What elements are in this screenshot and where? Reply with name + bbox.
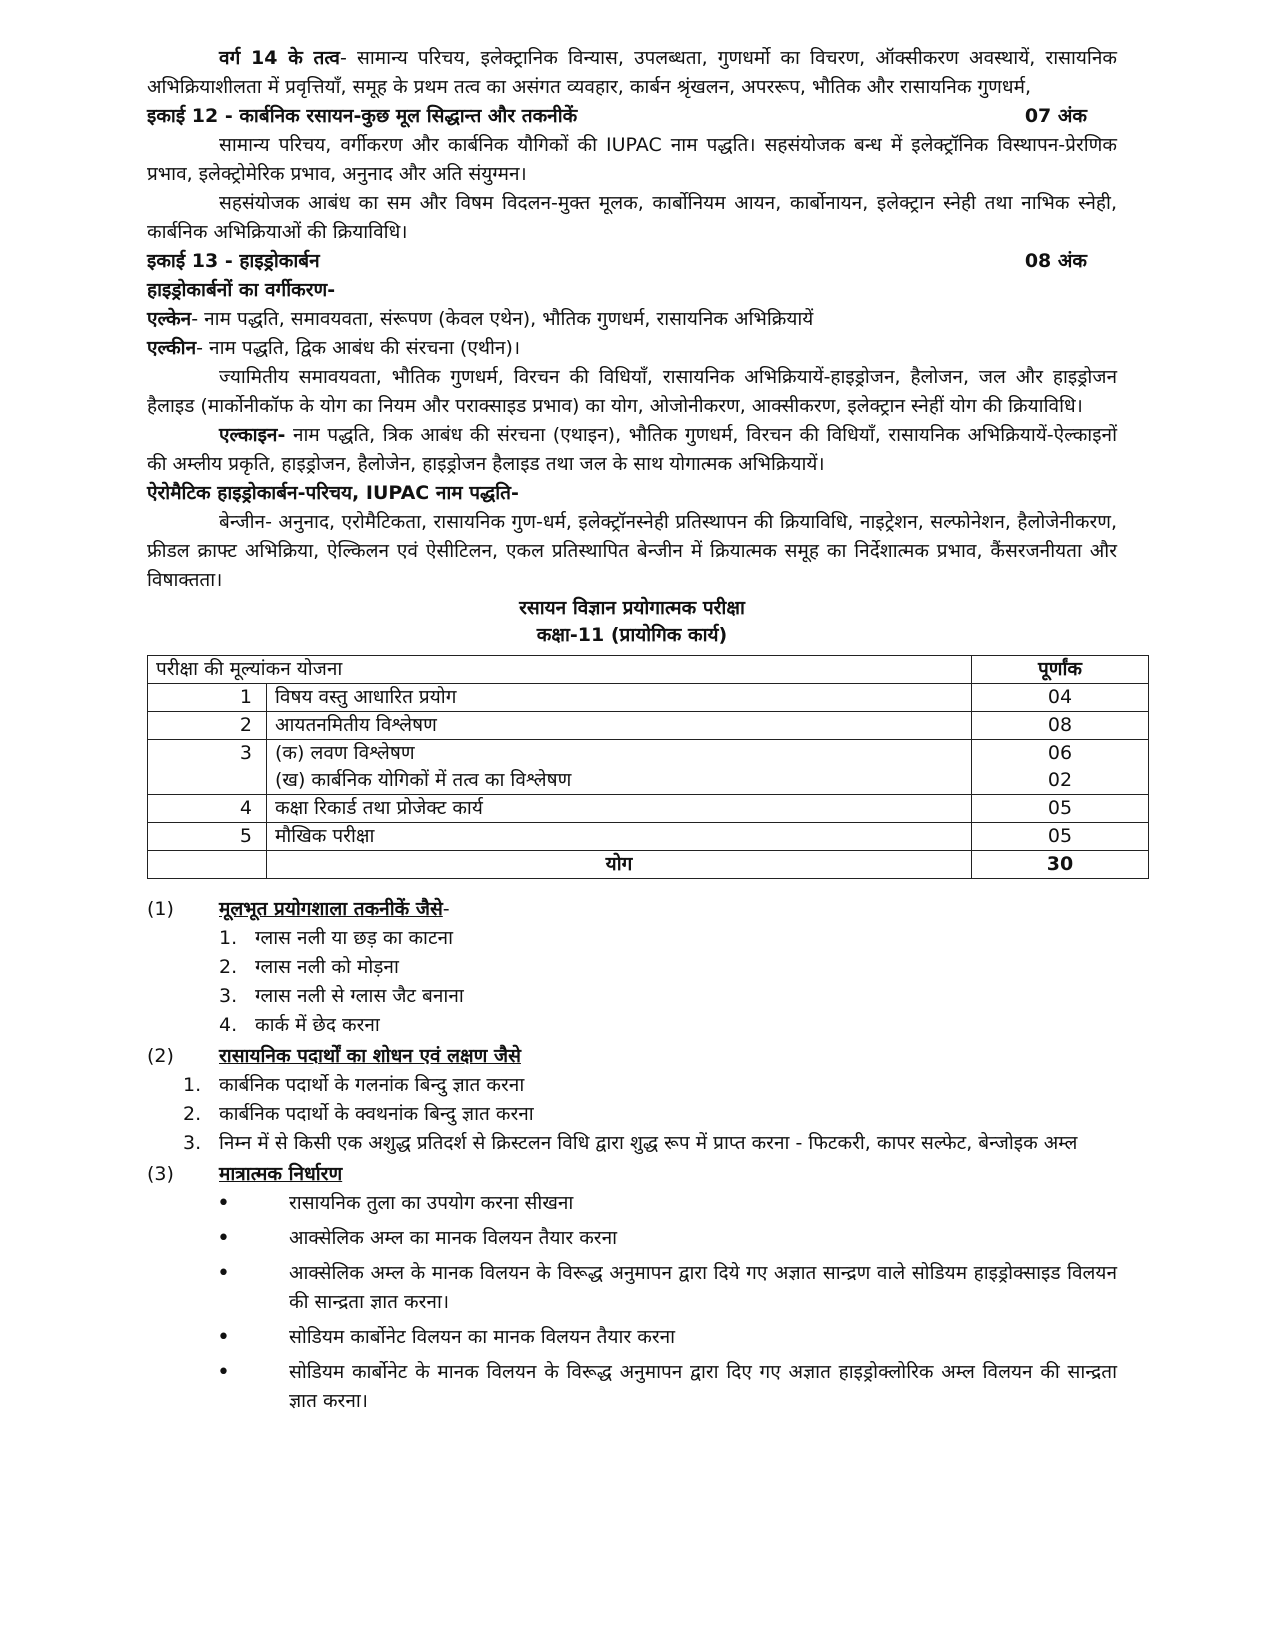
list-item-text: निम्न में से किसी एक अशुद्ध प्रतिदर्श से क्रिस्टलन विधि द्वारा शुद्ध रूप में प्राप्त करना - फिटकरी, कापर सल्फेट, बेन्जोइक अम्ल — [219, 1132, 1078, 1154]
alkene-label: एल्कीन — [147, 337, 197, 359]
row-text: मौखिक परीक्षा — [267, 823, 972, 851]
alkyne-paragraph — [147, 421, 1117, 479]
row-number-text: 3 — [239, 742, 252, 764]
group14-paragraph — [147, 44, 1117, 102]
unit-12-heading — [147, 102, 1117, 131]
section-2-list — [147, 1071, 1117, 1158]
list-item-text: कार्बनिक पदार्थो के गलनांक बिन्दु ज्ञात करना — [219, 1074, 525, 1096]
empty-cell — [148, 851, 267, 879]
total-marks: 30 — [972, 851, 1149, 879]
bullet-icon: • — [217, 1191, 230, 1216]
section-2-heading — [147, 1042, 1117, 1071]
list-item — [147, 1189, 1117, 1218]
group14-heading: वर्ग 14 के तत्व — [219, 47, 340, 69]
alkane-label: एल्केन — [147, 308, 192, 330]
unit-12-title: इकाई 12 - कार्बनिक रसायन-कुछ मूल सिद्धान्त और तकनीकें — [147, 105, 578, 127]
table-row — [148, 740, 1149, 795]
list-item-text: ग्लास नली से ग्लास जैट बनाना — [255, 985, 464, 1007]
unit-13-title: इकाई 13 - हाइड्रोकार्बन — [147, 250, 320, 272]
list-item — [147, 1259, 1117, 1317]
row-marks: 05 — [972, 823, 1149, 851]
list-item: 3. ग्लास नली से ग्लास जैट बनाना — [147, 982, 1117, 1011]
list-item: 3. निम्न में से किसी एक अशुद्ध प्रतिदर्श से क्रिस्टलन विधि द्वारा शुद्ध रूप में प्राप्त करना - फिटकरी, कापर सल्फेट, बेन्जोइक अम्ल — [147, 1129, 1117, 1158]
list-item-text: आक्सेलिक अम्ल के मानक विलयन के विरूद्ध अनुमापन द्वारा दिये गए अज्ञात सान्द्रण वाले सोडियम हाइड्रोक्साइड विलयन की सान्द्रता ज्ञात करना। — [289, 1262, 1117, 1313]
row-number: 5 — [148, 823, 267, 851]
section-3-list — [147, 1189, 1117, 1416]
table-header-scheme: परीक्षा की मूल्यांकन योजना — [148, 656, 972, 684]
row-number: 2 — [148, 712, 267, 740]
unit-13-marks: 08 अंक — [1024, 250, 1087, 272]
bullet-icon: • — [217, 1360, 230, 1385]
hydrocarbon-classification-heading — [147, 276, 1117, 305]
table-row — [148, 795, 1149, 823]
alkene-line — [147, 334, 1117, 363]
row-text: (ख) कार्बनिक योगिकों में तत्व का विश्लेषण — [275, 769, 572, 791]
table-header-row — [148, 656, 1149, 684]
section-number: (1) — [147, 898, 174, 920]
table-row — [148, 684, 1149, 712]
alkyne-label: एल्काइन- — [219, 424, 286, 446]
total-label: योग — [267, 851, 972, 879]
list-item-text: आक्सेलिक अम्ल का मानक विलयन तैयार करना — [289, 1227, 618, 1249]
bullet-icon: • — [217, 1325, 230, 1350]
section-title: मात्रात्मक निर्धारण — [219, 1163, 343, 1185]
list-item — [147, 1323, 1117, 1352]
unit-13-heading — [147, 247, 1117, 276]
row-number: 4 — [148, 795, 267, 823]
alkane-line — [147, 305, 1117, 334]
row-marks: 06 — [1047, 742, 1073, 764]
row-text: कक्षा रिकार्ड तथा प्रोजेक्ट कार्य — [267, 795, 972, 823]
table-row — [148, 712, 1149, 740]
list-item-text: ग्लास नली को मोड़ना — [255, 956, 399, 978]
aromatic-heading — [147, 479, 1117, 508]
lab-exam-subtitle: कक्षा-11 (प्रायोगिक कार्य) — [536, 624, 728, 646]
list-item: 1. ग्लास नली या छड़ का काटना — [147, 924, 1117, 953]
alkyne-text: नाम पद्धति, त्रिक आबंध की संरचना (एथाइन), भौतिक गुणधर्म, विरचन की विधियाँ, रासायनिक अभिक्रियायें-ऐल्काइनों की अम्लीय प्रकृति, हाइड्रोजन, हैलोजेन, हाइड्रोजन हैलाइड तथा जल के साथ योगात्मक अभिक्रियायें। — [147, 424, 1117, 475]
evaluation-table — [147, 655, 1149, 879]
list-item-text: कार्बनिक पदार्थो के क्वथनांक बिन्दु ज्ञात करना — [219, 1103, 534, 1125]
row-number — [148, 740, 267, 795]
list-item — [147, 1358, 1117, 1416]
list-item: 2. कार्बनिक पदार्थो के क्वथनांक बिन्दु ज्ञात करना — [147, 1100, 1117, 1129]
document-page — [147, 44, 1117, 1422]
row-text: विषय वस्तु आधारित प्रयोग — [267, 684, 972, 712]
table-total-row — [148, 851, 1149, 879]
row-number: 1 — [148, 684, 267, 712]
list-item-text: सोडियम कार्बोनेट विलयन का मानक विलयन तैयार करना — [289, 1326, 676, 1348]
list-item — [147, 1224, 1117, 1253]
bullet-icon: • — [217, 1261, 230, 1286]
table-row — [148, 823, 1149, 851]
row-marks-cell — [972, 740, 1149, 795]
row-marks: 02 — [1047, 769, 1073, 791]
group14-text: - सामान्य परिचय, इलेक्ट्रानिक विन्यास, उपलब्धता, गुणधर्मो का विचरण, ऑक्सीकरण अवस्थायें, रासायनिक अभिक्रियाशीलता में प्रवृत्तियाँ, समूह के प्रथम तत्व का असंगत व्यवहार, कार्बन श्रृंखलन, अपररूप, भौतिक और रासायनिक गुणधर्म, — [147, 47, 1117, 98]
alkene-text: - नाम पद्धति, द्विक आबंध की संरचना (एथीन)। — [196, 337, 521, 359]
section-1-list — [147, 924, 1117, 1040]
list-item-text: रासायनिक तुला का उपयोग करना सीखना — [289, 1192, 574, 1214]
classification-title: हाइड्रोकार्बनों का वर्गीकरण- — [147, 279, 336, 301]
section-number: (2) — [147, 1045, 174, 1067]
unit-12-covalent: सहसंयोजक आबंध का सम और विषम विदलन-मुक्त मूलक, कार्बोनियम आयन, कार्बोनायन, इलेक्ट्रान स्नेही तथा नाभिक स्नेही, कार्बनिक अभिक्रियाओं की क्रियाविधि। — [147, 192, 1117, 243]
section-3-heading — [147, 1160, 1117, 1189]
row-text: (क) लवण विश्लेषण — [275, 742, 415, 764]
list-item-text: सोडियम कार्बोनेट के मानक विलयन के विरूद्ध अनुमापन द्वारा दिए गए अज्ञात हाइड्रोक्लोरिक अम्ल विलयन की सान्द्रता ज्ञात करना। — [289, 1361, 1117, 1412]
section-number: (3) — [147, 1163, 174, 1185]
section-title: मूलभूत प्रयोगशाला तकनीकें जैसे — [219, 898, 443, 920]
row-text: आयतनमितीय विश्लेषण — [267, 712, 972, 740]
unit-12-marks: 07 अंक — [1024, 105, 1087, 127]
list-item-text: कार्क में छेद करना — [255, 1014, 380, 1036]
list-item: 1. कार्बनिक पदार्थो के गलनांक बिन्दु ज्ञात करना — [147, 1071, 1117, 1100]
list-item: 4. कार्क में छेद करना — [147, 1011, 1117, 1040]
alkane-text: - नाम पद्धति, समावयवता, संरूपण (केवल एथेन), भौतिक गुणधर्म, रासायनिक अभिक्रियायें — [191, 308, 814, 330]
bullet-icon: • — [217, 1226, 230, 1251]
benzene-paragraph: बेन्जीन- अनुनाद, एरोमैटिकता, रासायनिक गुण-धर्म, इलेक्ट्रॉनस्नेही प्रतिस्थापन की क्रियाविधि, नाइट्रेशन, सल्फोनेशन, हैलोजेनीकरण, फ्रीडल क्राफ्ट अभिक्रिया, ऐल्किलन एवं ऐसीटिलन, एकल प्रतिस्थापित बेन्जीन में क्रियात्मक समूह का निर्देशात्मक प्रभाव, कैंसरजनीयता और विषाक्तता। — [147, 511, 1117, 591]
unit-12-intro: सामान्य परिचय, वर्गीकरण और कार्बनिक यौगिकों की IUPAC नाम पद्धति। सहसंयोजक बन्ध में इलेक्ट्रॉनिक विस्थापन-प्रेरणिक प्रभाव, इलेक्ट्रोमेरिक प्रभाव, अनुनाद और अति संयुग्मन। — [147, 134, 1117, 185]
section-title-suffix: - — [442, 898, 450, 920]
row-text-cell — [267, 740, 972, 795]
section-1-heading — [147, 895, 1117, 924]
row-marks: 04 — [972, 684, 1149, 712]
alkene-paragraph: ज्यामितीय समावयवता, भौतिक गुणधर्म, विरचन की विधियाँ, रासायनिक अभिक्रियायें-हाइड्रोजन, हैलोजन, जल और हाइड्रोजन हैलाइड (मार्कोनीकॉफ के योग का नियम और पराक्साइड प्रभाव) का योग, ओजोनीकरण, आक्सीकरण, इलेक्ट्रान स्नेहीं योग की क्रियाविधि। — [147, 366, 1117, 417]
list-item: 2. ग्लास नली को मोड़ना — [147, 953, 1117, 982]
aromatic-title: ऐरोमैटिक हाइड्रोकार्बन-परिचय, IUPAC नाम पद्धति- — [147, 482, 519, 504]
list-item-text: ग्लास नली या छड़ का काटना — [255, 927, 454, 949]
row-marks: 05 — [972, 795, 1149, 823]
section-title: रासायनिक पदार्थों का शोधन एवं लक्षण जैसे — [219, 1045, 521, 1067]
row-marks: 08 — [972, 712, 1149, 740]
table-header-marks: पूर्णांक — [972, 656, 1149, 684]
lab-exam-title: रसायन विज्ञान प्रयोगात्मक परीक्षा — [519, 597, 745, 619]
